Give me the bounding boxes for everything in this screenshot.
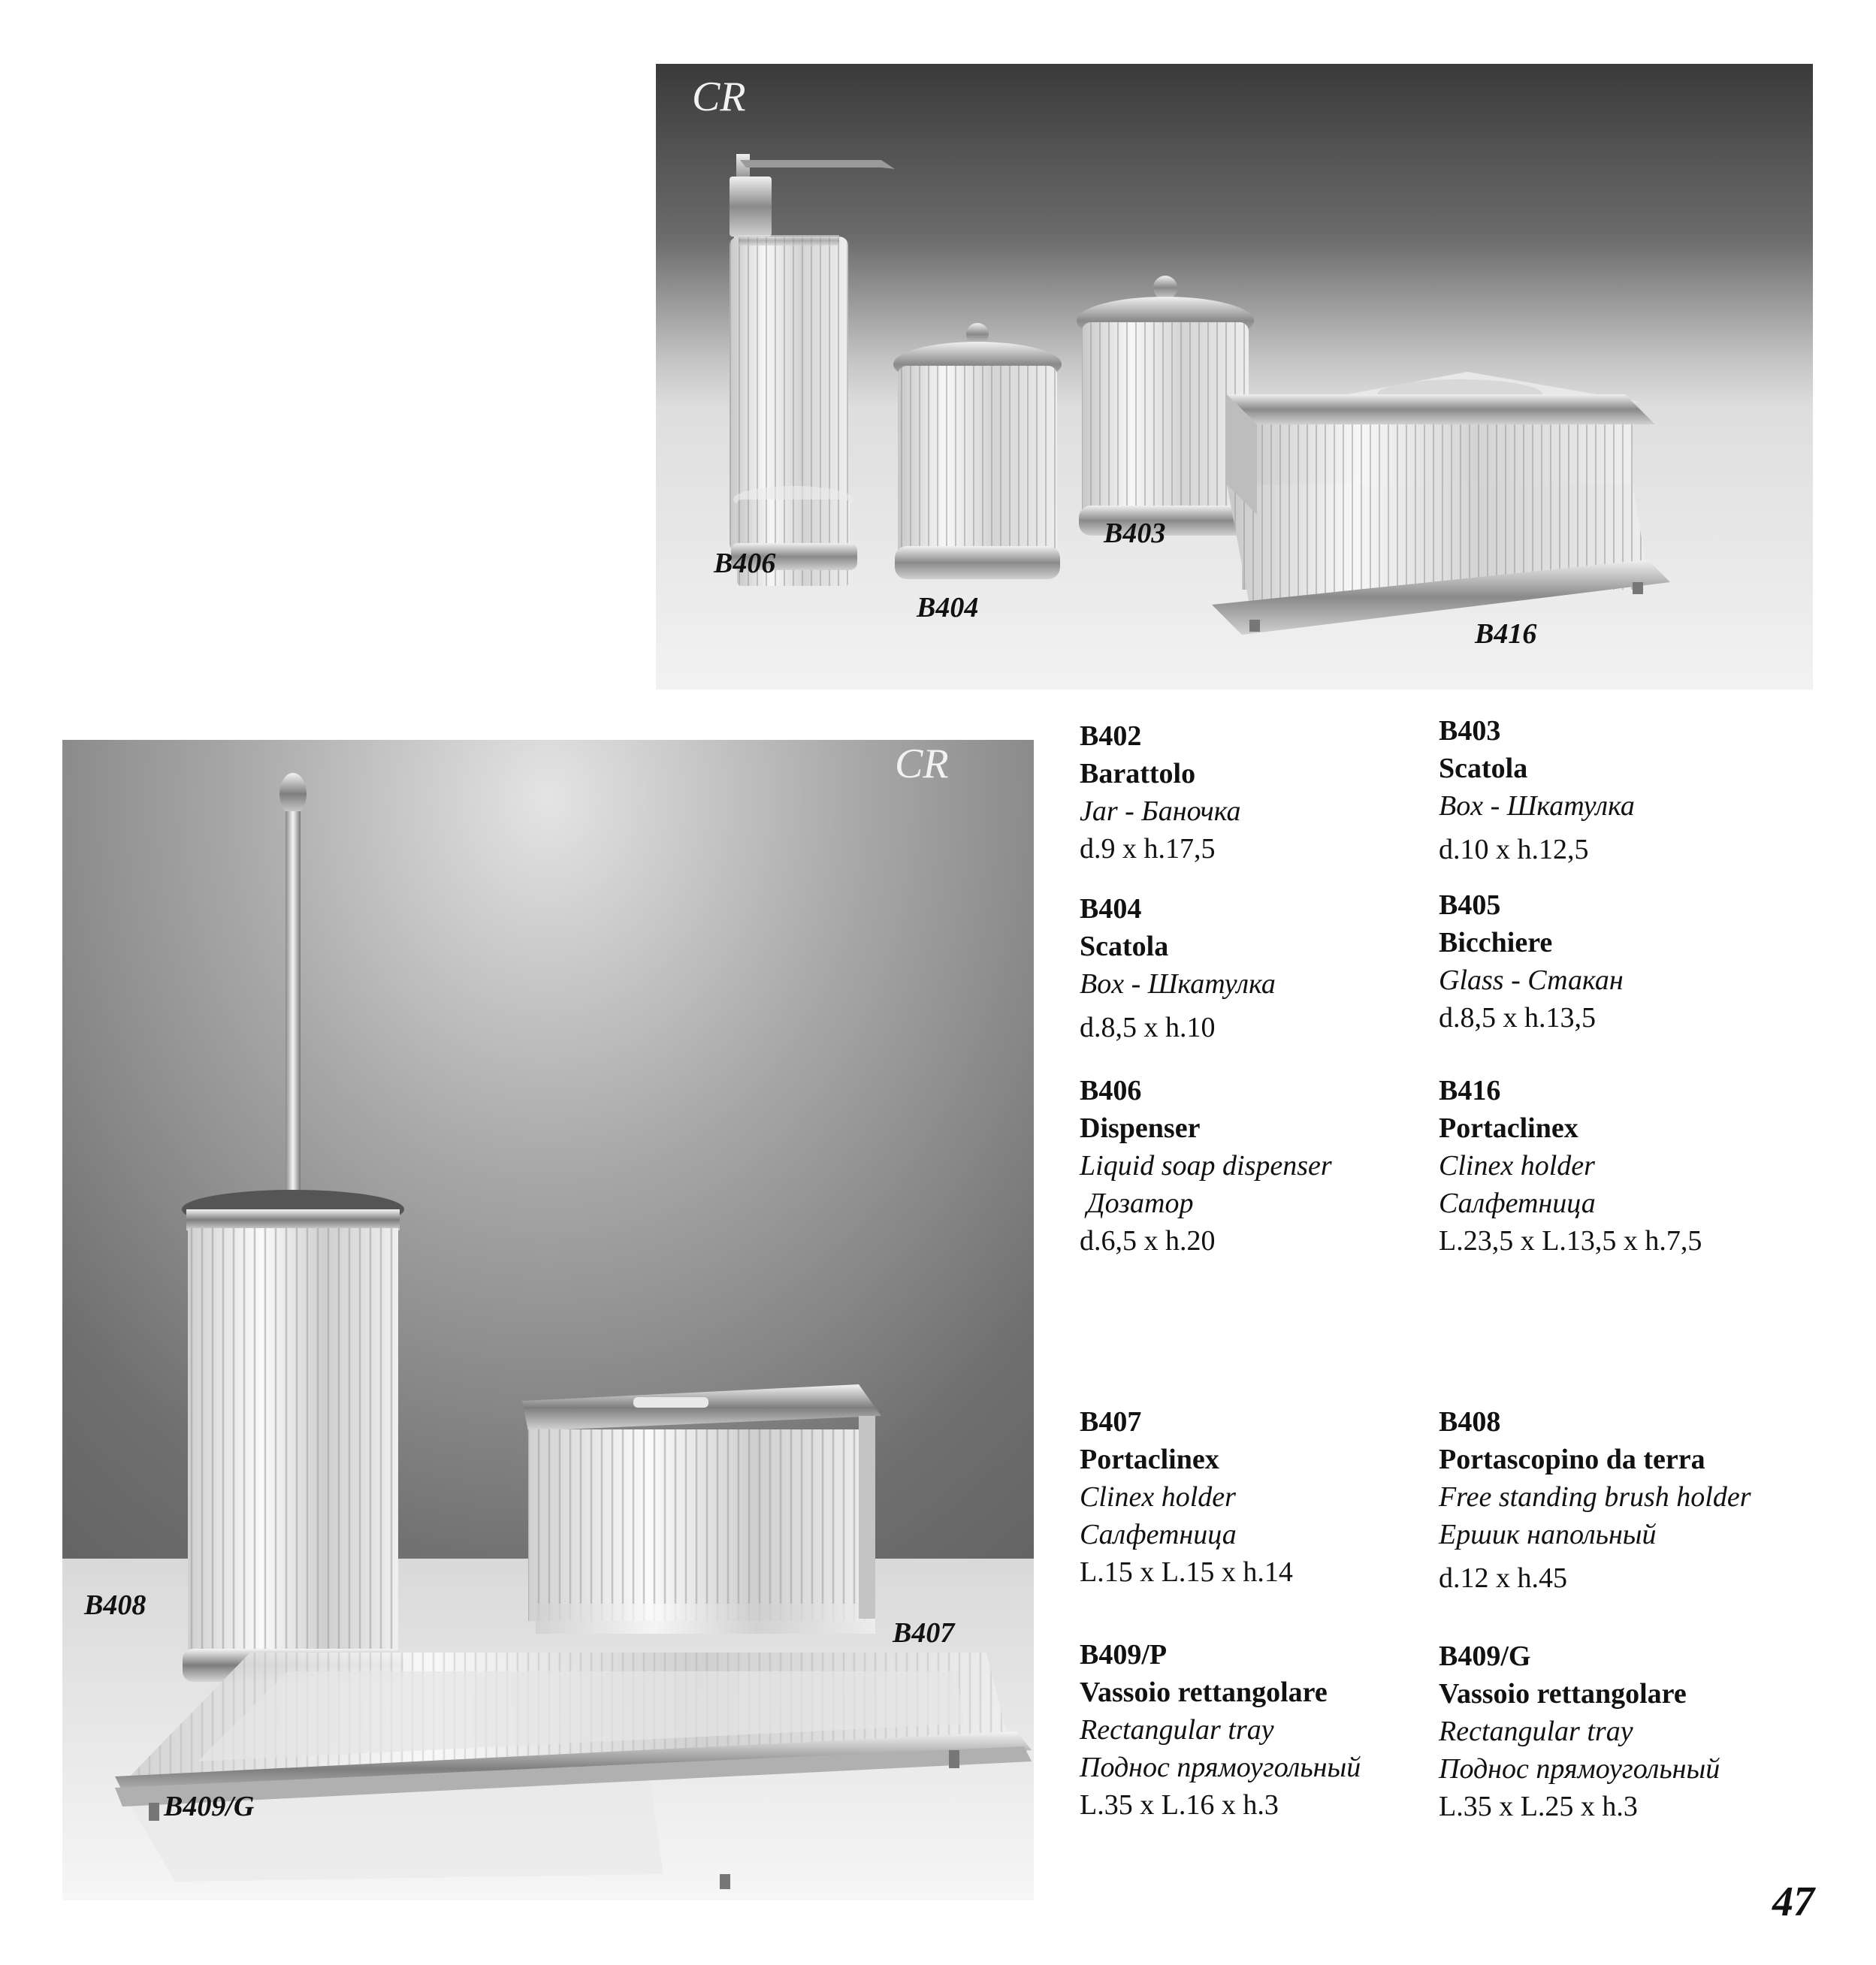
product-dimensions: d.9 x h.17,5 xyxy=(1080,833,1216,865)
product-dimensions: L.35 x L.25 x h.3 xyxy=(1439,1791,1638,1822)
product-description: Rectangular tray xyxy=(1080,1714,1274,1746)
product-description: Rectangular tray xyxy=(1439,1716,1633,1747)
entry-b403 xyxy=(1439,712,1635,868)
product-description: Box - Шкатулка xyxy=(1439,790,1635,822)
label-b409g: B409/G xyxy=(164,1791,255,1822)
product-description-ru: Поднос прямоугольный xyxy=(1439,1753,1720,1785)
product-code: B416 xyxy=(1439,1075,1501,1106)
product-name: Portaclinex xyxy=(1439,1112,1578,1144)
product-name: Vassoio rettangolare xyxy=(1439,1678,1687,1710)
product-dimensions: d.8,5 x h.10 xyxy=(1080,1012,1216,1043)
product-code: B404 xyxy=(1080,893,1142,925)
product-description-ru: Салфетница xyxy=(1439,1188,1596,1219)
entry-b416 xyxy=(1439,1072,1702,1260)
entry-b408 xyxy=(1439,1403,1751,1597)
product-code: B409/G xyxy=(1439,1641,1531,1672)
cr-finish-mark: CR xyxy=(692,74,746,120)
product-description: Jar - Баночка xyxy=(1080,795,1241,827)
bottom-photo-illustration xyxy=(62,740,1034,1900)
product-name: Scatola xyxy=(1439,753,1528,784)
product-code: B409/P xyxy=(1080,1639,1168,1671)
product-description: Clinex holder xyxy=(1080,1481,1236,1513)
label-b408: B408 xyxy=(84,1589,147,1621)
label-b403: B403 xyxy=(1104,518,1166,549)
product-code: B406 xyxy=(1080,1075,1142,1106)
product-dimensions: L.15 x L.15 x h.14 xyxy=(1080,1556,1293,1588)
product-name: Portaclinex xyxy=(1080,1444,1219,1475)
product-code: B408 xyxy=(1439,1406,1501,1438)
page-number: 47 xyxy=(1772,1879,1814,1925)
product-description-ru: Салфетница xyxy=(1080,1519,1237,1550)
product-description-ru: Ершик напольный xyxy=(1439,1519,1657,1550)
label-b404: B404 xyxy=(917,592,979,623)
entry-b402 xyxy=(1080,717,1241,868)
product-dimensions: d.10 x h.12,5 xyxy=(1439,834,1589,865)
product-description: Free standing brush holder xyxy=(1439,1481,1751,1513)
top-product-photo xyxy=(656,64,1813,690)
jar-b404 xyxy=(893,323,1062,579)
label-b406: B406 xyxy=(714,548,776,579)
top-photo-illustration xyxy=(656,64,1813,690)
entry-b407 xyxy=(1080,1403,1293,1591)
product-name: Bicchiere xyxy=(1439,927,1553,958)
product-name: Barattolo xyxy=(1080,758,1196,789)
product-dimensions: L.23,5 x L.13,5 x h.7,5 xyxy=(1439,1225,1702,1257)
label-b407: B407 xyxy=(893,1617,955,1649)
product-description: Glass - Стакан xyxy=(1439,964,1624,996)
product-dimensions: d.8,5 x h.13,5 xyxy=(1439,1002,1596,1034)
product-description-ru: Поднос прямоугольный xyxy=(1080,1752,1361,1783)
product-name: Portascopino da terra xyxy=(1439,1444,1705,1475)
product-dimensions: d.12 x h.45 xyxy=(1439,1562,1567,1594)
product-code: B407 xyxy=(1080,1406,1142,1438)
product-name: Dispenser xyxy=(1080,1112,1201,1144)
product-description: Clinex holder xyxy=(1439,1150,1595,1182)
entry-b404 xyxy=(1080,890,1276,1046)
product-name: Scatola xyxy=(1080,931,1169,962)
entry-b405 xyxy=(1439,886,1624,1037)
cr-finish-mark-bottom: CR xyxy=(895,741,949,787)
product-description: Liquid soap dispenser xyxy=(1080,1150,1332,1182)
entry-b406 xyxy=(1080,1072,1332,1260)
product-name: Vassoio rettangolare xyxy=(1080,1677,1328,1708)
product-code: B405 xyxy=(1439,889,1501,921)
product-code: B402 xyxy=(1080,720,1142,752)
product-description-ru: Дозатор xyxy=(1080,1188,1194,1219)
product-dimensions: L.35 x L.16 x h.3 xyxy=(1080,1789,1279,1821)
product-code: B403 xyxy=(1439,715,1501,747)
entry-b409g xyxy=(1439,1638,1720,1825)
entry-b409p xyxy=(1080,1636,1361,1824)
product-dimensions: d.6,5 x h.20 xyxy=(1080,1225,1216,1257)
product-description: Box - Шкатулка xyxy=(1080,968,1276,1000)
bottom-product-photo xyxy=(62,740,1034,1900)
label-b416: B416 xyxy=(1475,618,1537,650)
